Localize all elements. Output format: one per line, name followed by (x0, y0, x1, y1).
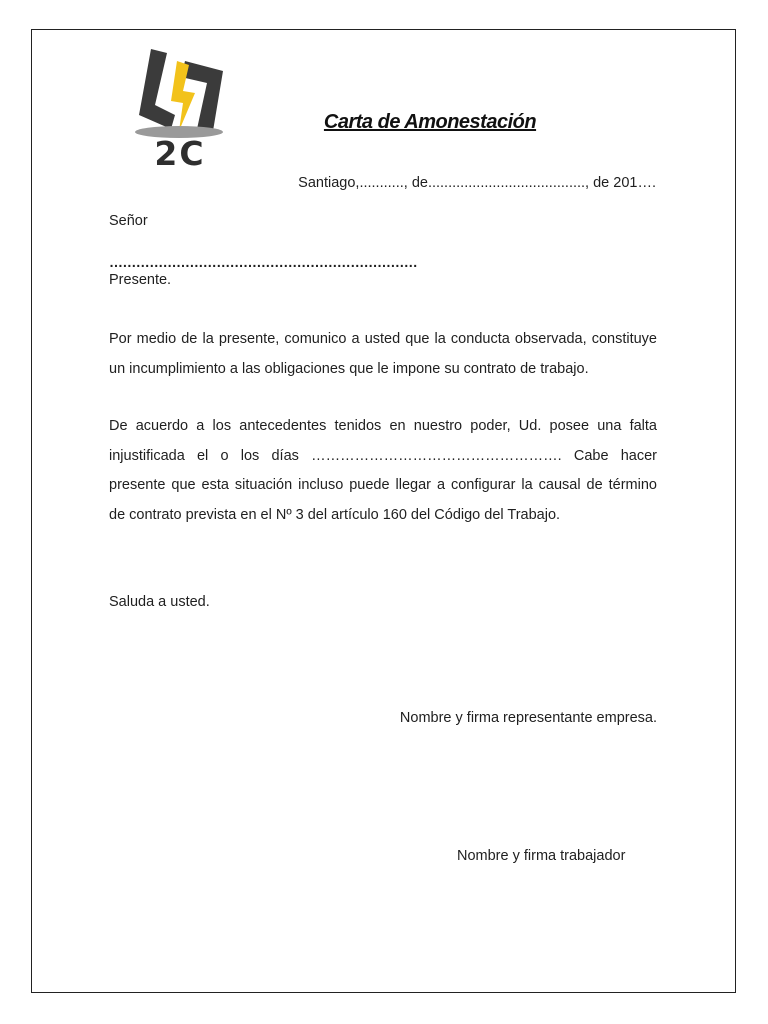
paragraph-1-line-1: Por medio de la presente, comunico a usted que la conducta observada, constituye (109, 331, 657, 347)
worker-signature-label: Nombre y firma trabajador (457, 848, 626, 864)
recipient-name-line: …………………………………………………………… (109, 254, 418, 270)
closing-text: Saluda a usted. (109, 594, 210, 610)
paragraph-2-line-3: presente que esta situación incluso puede llegar a configurar la causal de término (109, 477, 657, 493)
logo-text: 2C (154, 134, 206, 169)
company-logo (133, 47, 233, 169)
company-signature-label: Nombre y firma representante empresa. (399, 710, 657, 726)
paragraph-1-line-2: un incumplimiento a las obligaciones que le impone su contrato de trabajo. (109, 360, 589, 377)
paragraph-1 (109, 325, 657, 384)
letter-title: Carta de Amonestación (323, 111, 537, 133)
paragraph-2-line-2: injustificada el o los días ……………………………………………. Cabe hacer (109, 447, 657, 464)
paragraph-2-line-4: de contrato prevista en el Nº 3 del artículo 160 del Código del Trabajo. (109, 506, 561, 523)
2c-logo-icon (133, 47, 233, 169)
paragraph-2-line-1: De acuerdo a los antecedentes tenidos en nuestro poder, Ud. posee una falta (109, 418, 657, 434)
logo-left-block (139, 49, 175, 129)
presente-text: Presente. (109, 272, 172, 288)
paragraph-2 (109, 412, 657, 530)
salutation: Señor (109, 213, 148, 229)
date-line: Santiago,..........., de......................................., de 201…. (298, 175, 656, 191)
